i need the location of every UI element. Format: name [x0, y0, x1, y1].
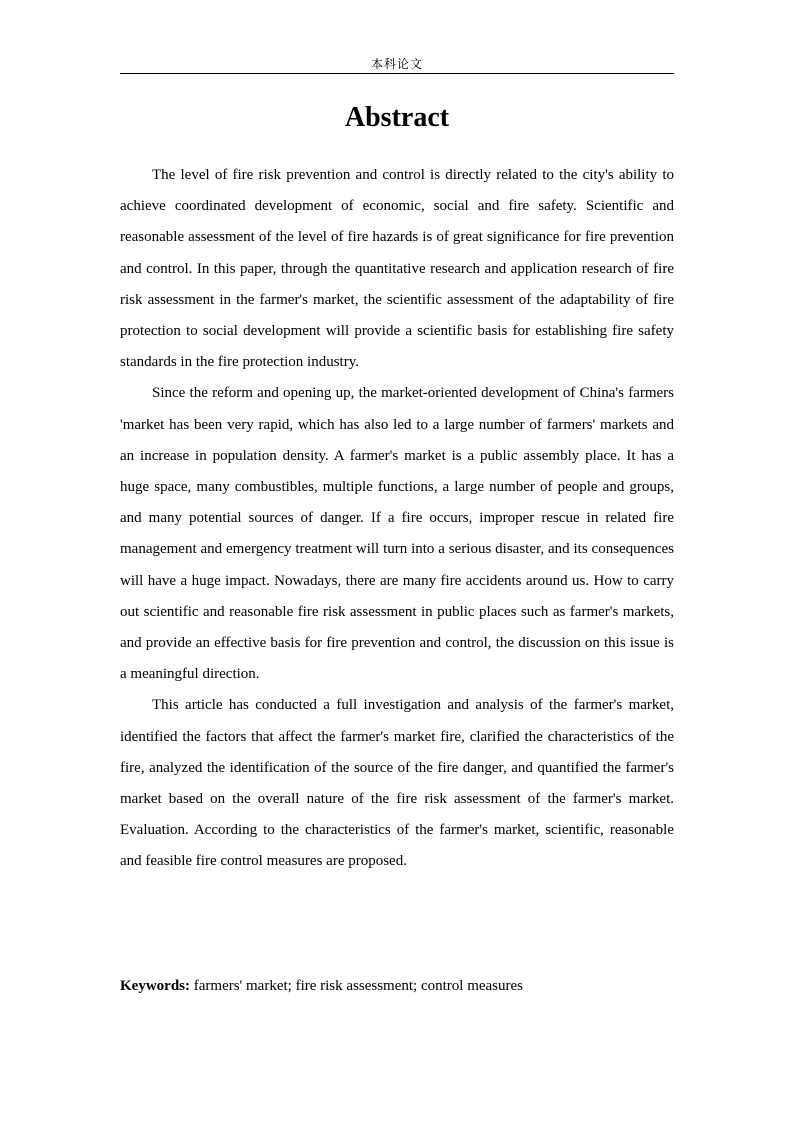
header-rule — [120, 73, 674, 74]
abstract-title: Abstract — [344, 102, 450, 133]
abstract-paragraph-1: The level of fire risk prevention and control is directly related to the city's ability to achieve coordinated development of economic, social and fire safety. Scientific and reasonable assessment of the level of fire hazards is of great significance for fire prevention and control. In this paper, through the quantitative research and application research of fire risk assessment in the farmer's market, the scientific assessment of the adaptability of fire protection to social development will provide a scientific basis for establishing fire safety standards in the fire protection industry. — [120, 167, 674, 371]
abstract-paragraph-2: Since the reform and opening up, the market-oriented development of China's farmers 'market has been very rapid, which has also led to a large number of farmers' markets and an increase in population density. A farmer's market is a public assembly place. It has a huge space, many combustibles, multiple functions, a large number of people and groups, and many potential sources of danger. If a fire occurs, improper rescue in related fire management and emergency treatment will turn into a serious disaster, and its consequences will have a huge impact. Nowadays, there are many fire accidents around us. How to carry out scientific and reasonable fire risk assessment in public places such as farmer's markets, and provide an effective basis for fire prevention and control, the discussion on this issue is a meaningful direction. — [120, 385, 674, 683]
running-header: 本科论文 — [370, 57, 423, 71]
keywords-label: Keywords: — [120, 978, 190, 994]
abstract-body — [120, 160, 674, 878]
abstract-paragraph-3: This article has conducted a full investigation and analysis of the farmer's market, identified the factors that affect the farmer's market fire, clarified the characteristics of the fire, analyzed the identification of the source of the fire danger, and quantified the farmer's market based on the overall nature of the fire risk assessment of the farmer's market. Evaluation. According to the characteristics of the farmer's market, scientific, reasonable and feasible fire control measures are proposed. — [120, 697, 674, 870]
keywords-line — [120, 974, 674, 998]
keywords-text: farmers' market; fire risk assessment; control measures — [193, 978, 524, 994]
